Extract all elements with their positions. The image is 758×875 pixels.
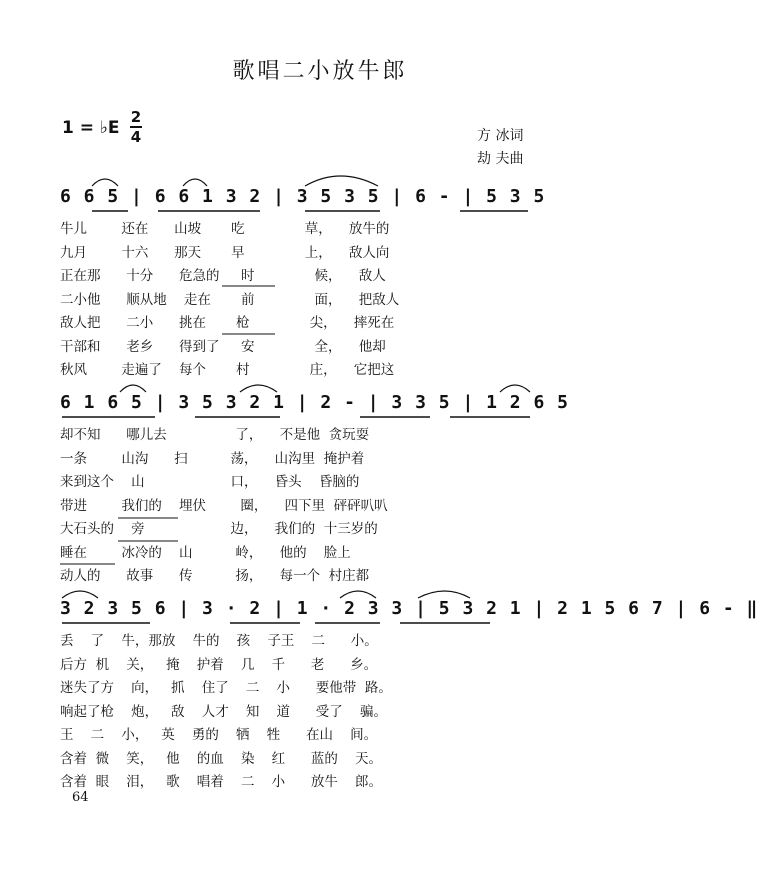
notation-system-3: 3 2 3 5 6 | 3 · 2 | 1 · 2 3 3 | 5 3 2 1 | 2 1 5 6 7 | 6 - ‖ (60, 598, 758, 619)
lyric-line: 含着 眼 泪， 歌 唱着 二 小 放牛 郎。 (60, 774, 383, 790)
slur-mark (340, 591, 376, 598)
lyric-line: 响起了枪 炮， 敌 人才 知 道 受了 骗。 (60, 703, 387, 720)
lyric-line: 来到这个 山 口， 昏头 昏脑的 (60, 474, 360, 490)
slur-mark (240, 385, 277, 392)
lyric-line: 牛儿 还在 山坡 吃 草， 放牛的 (60, 221, 390, 237)
notation-system-2: 6 1 6 5 | 3 5 3 2 1 | 2 - | 3 3 5 | 1 2 6 5 (60, 392, 569, 413)
time-signature-top: 2 (130, 108, 142, 126)
lyric-line: 大石头的 旁 边， 我们的 十三岁的 (60, 521, 378, 537)
page-number: 64 (72, 790, 89, 805)
slur-mark (62, 591, 98, 598)
slur-mark (500, 385, 530, 392)
key-signature: 1 = ♭E (62, 118, 120, 138)
lyric-line: 迷失了方 向， 抓 住了 二 小 要他带 路。 (60, 680, 392, 696)
song-title: 歌唱二小放牛郎 (232, 59, 408, 84)
slur-mark (418, 591, 470, 598)
lyric-line: 干部和 老乡 得到了 安 全， 他却 (60, 338, 386, 355)
lyricist-credit: 方 冰词 (477, 128, 524, 144)
lyric-line: 睡在 冰冷的 山 岭， 他的 脸上 (60, 544, 351, 561)
notation-system-1: 6 6 5 | 6 6 1 3 2 | 3 5 3 5 | 6 - | 5 3 5 (60, 186, 546, 207)
slur-mark (120, 385, 146, 392)
lyric-line: 动人的 故事 传 扬， 每一个 村庄都 (60, 568, 370, 584)
lyric-line: 九月 十六 那天 早 上， 敌人向 (60, 244, 390, 261)
lyric-line: 王 二 小， 英 勇的 牺 牲 在山 间。 (60, 727, 378, 743)
lyric-line: 敌人把 二小 挑在 枪 尖， 摔死在 (60, 315, 395, 331)
lyric-line: 却不知 哪儿去 了， 不是他 贪玩耍 (60, 427, 370, 443)
slur-mark (183, 179, 207, 186)
lyric-line: 二小他 顺从地 走在 前 面， 把敌人 (60, 291, 400, 308)
lyric-line: 带进 我们的 埋伏 圈， 四下里 砰砰叭叭 (60, 497, 388, 514)
slur-mark (305, 176, 378, 186)
lyric-line: 含着 微 笑， 他 的血 染 红 蓝的 天。 (60, 750, 383, 767)
lyric-line: 后方 机 关， 掩 护着 几 千 老 乡。 (60, 656, 378, 673)
lyric-line: 秋风 走遍了 每个 村 庄， 它把这 (60, 362, 395, 378)
time-signature-bottom: 4 (130, 128, 142, 146)
slur-mark (92, 179, 118, 186)
lyric-line: 正在那 十分 危急的 时 候， 敌人 (60, 268, 386, 284)
composer-credit: 劫 夫曲 (477, 151, 524, 167)
lyric-line: 一条 山沟 扫 荡， 山沟里 掩护着 (60, 450, 365, 467)
lyric-line: 丢 了 牛，那放 牛的 孩 子王 二 小。 (60, 633, 378, 649)
